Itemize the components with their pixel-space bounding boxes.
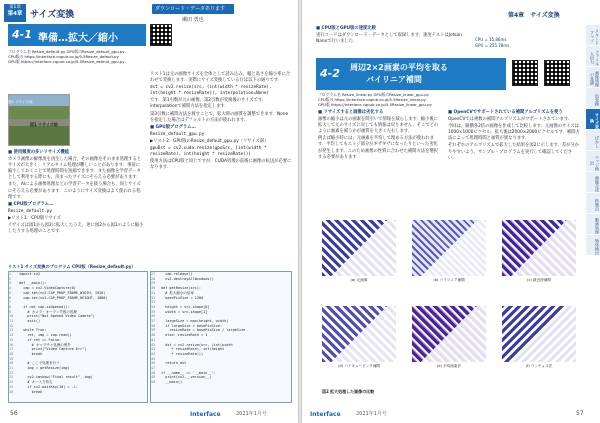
code-filename: Resize_default_gpu.py — [150, 131, 205, 137]
chapter-tab: 物体検出 — [586, 235, 600, 255]
issue-date: 2021年1月号 — [236, 411, 267, 417]
subheading: ■ リサイズすると画像は劣化する — [318, 110, 384, 115]
chapter-index-tabs — [586, 25, 600, 256]
section-title-line1: 周辺2×2画素の平均を取る — [350, 63, 448, 72]
line-number: 15 — [9, 337, 14, 342]
chapter-tab: 画像処理の基礎 — [586, 67, 600, 87]
stat-cpu: CPU = 15.86ms — [475, 37, 507, 42]
line-text: ret, img = cap.read() — [19, 333, 72, 338]
line-text: return dst — [161, 361, 187, 366]
section-urls — [318, 92, 508, 107]
line-text: if ret == False: — [19, 337, 62, 342]
paragraph: 使用方法はCPU版と同じですが，CUDA処理の前後に画像の転送が必要になります． — [150, 159, 292, 171]
url-line: プログラム名 Resize_linear.py GPU版のResize_linear_gpu.py — [318, 92, 429, 97]
line-number: 22 — [9, 370, 14, 375]
line-text: print("Video Capture Err") — [19, 347, 87, 352]
right-column-2 — [448, 110, 580, 163]
figure-c — [502, 220, 576, 284]
subheading: ■ CPU版とGPU版の速度比較 — [316, 26, 376, 31]
line-text: cv2.imshow("Final result", img) — [19, 375, 93, 380]
line-number: 21 — [9, 366, 14, 371]
download-badge: ダウンロード・データあります — [152, 4, 234, 14]
line-number: 32 — [151, 295, 156, 300]
paragraph: 第3引数に補間方法を渡すことで，拡大時の画質を調整できます．Noneを指定した場合はデフォルトの方法が使われます． — [150, 111, 289, 123]
line-text: cap.release() — [161, 272, 193, 276]
figure-image — [322, 220, 396, 276]
line-number: 2 — [9, 276, 12, 281]
figure-label: (d) バイキュービック補間 — [337, 364, 381, 368]
section-4-2-header — [316, 58, 506, 90]
section-title-line2: バイリニア補間 — [366, 75, 422, 84]
paragraph: です．第1引数が元の画像，第2引数が変換後のサイズです．interpolationで補間方法を指定します． — [150, 98, 267, 110]
line-number: 38 — [151, 323, 156, 328]
line-text: # 拡大縮小の倍率 — [161, 290, 194, 295]
paragraph: ▶リスト2：GPU版のResize_default_gpu.py（リサイズ部） — [150, 138, 269, 144]
line-number: 8 — [9, 304, 12, 309]
running-head-title: サイズ変換 — [530, 12, 560, 19]
code-filename: Resize_default.py — [8, 208, 52, 214]
section-urls — [8, 49, 148, 64]
line-number: 18 — [9, 351, 14, 356]
chapter-badge — [4, 4, 26, 22]
speed-stats — [475, 37, 509, 49]
line-text: img = getResize(img) — [19, 366, 70, 371]
line-number: 37 — [151, 319, 156, 324]
line-text: * resizeRate), int(height — [161, 347, 225, 352]
line-text: break — [19, 351, 43, 356]
figure-f — [502, 306, 576, 370]
chapter-title: サイズ変換 — [30, 10, 75, 20]
right-page — [302, 0, 600, 423]
chapter-tab: 動画処理 — [586, 214, 600, 234]
paragraph: 実行コードはダウンロード・データとして収録します．速度テストはJetson Nanoで行いました． — [316, 33, 462, 45]
brand-logo: Interface — [310, 411, 341, 418]
line-number: 10 — [9, 314, 14, 319]
line-number: 41 — [151, 337, 156, 342]
figure-label: (e) 平均画素法 — [436, 364, 462, 368]
figure-b — [412, 220, 486, 284]
chapter-badge-line2: 第4章 — [7, 11, 23, 17]
left-page — [0, 0, 298, 423]
page-number: 57 — [576, 410, 584, 417]
figure-a — [322, 220, 396, 284]
subheading: ■ OpenCVでサポートされている補間アルゴリズムを使う — [448, 110, 563, 115]
url-line: プログラム名 Resize_default.py GPU版のResize_default_gpu.py — [8, 49, 125, 54]
line-text: largeSize = max(height, width) — [161, 319, 229, 324]
line-number: 1 — [9, 272, 12, 276]
code-listing-right — [150, 271, 292, 403]
section-title: 準備…拡大／縮小 — [38, 33, 118, 44]
line-text: if cv2.waitKey(10) > -1: — [19, 384, 79, 389]
line-text: def __main(): — [19, 281, 47, 286]
figure-label: (c) 最近傍補間 — [527, 278, 551, 282]
line-number: 23 — [9, 375, 14, 380]
line-number: 35 — [151, 309, 156, 314]
line-number: 36 — [151, 314, 156, 319]
speed-compare-block — [316, 26, 472, 46]
line-text: cap.set(cv2.CAP_PROP_FRAME_WIDTH, 1920) — [19, 290, 106, 295]
chapter-tab: 色変換 — [586, 88, 600, 108]
paragraph: OpenCVでは複数の補間アルゴリズムがサポートされています． — [448, 117, 573, 123]
line-number: 11 — [9, 319, 14, 324]
line-number: 49 — [151, 375, 156, 380]
line-number: 26 — [9, 389, 14, 394]
line-number: 17 — [9, 347, 14, 352]
line-text: * resizeRate))) — [161, 351, 204, 356]
line-number: 24 — [9, 380, 14, 385]
subheading: ■ CPU版プログラム… — [8, 201, 54, 207]
line-text: # ここで処理を行う — [19, 361, 60, 366]
paragraph: カメラ画像の解像度を再生した場合，その画像をそのまま処理するとサイズが大きく，リアルタイム処理が難しいことがあります．事前に縮小しておくことで処理時間を短縮できます．また画像を学習データとして利用する際にも，決まったサイズにそろえる必要があります． — [8, 157, 142, 181]
line-number: 3 — [9, 281, 12, 286]
right-column-1 — [318, 110, 442, 162]
line-text: if largeSize > basePixSize: — [161, 323, 223, 328]
section-number: 4-1 — [12, 28, 32, 41]
line-number: 12 — [9, 323, 14, 328]
line-text: import cv2 — [19, 272, 41, 276]
issue-date: 2021年1月号 — [356, 411, 387, 417]
line-number: 43 — [151, 347, 156, 352]
section-4-1-header — [8, 24, 146, 46]
running-head-chapter: 第4章 — [508, 12, 525, 19]
code-line — [9, 390, 147, 395]
figure-1-caption: 図1 リサイズ前 — [30, 122, 58, 127]
paragraph: ▶リスト1：CPU版リサイズ — [8, 215, 61, 221]
line-text: while True: — [19, 328, 47, 333]
line-text: # キー入力待ち — [19, 380, 53, 385]
chapter-tab: ぼかし — [586, 130, 600, 150]
line-number: 39 — [151, 328, 156, 333]
line-number: 31 — [151, 290, 156, 295]
line-number: 25 — [9, 384, 14, 389]
line-number: 48 — [151, 370, 156, 375]
figure-e — [412, 306, 486, 370]
line-number: 44 — [151, 351, 156, 356]
figure-label: (a) 元画像 — [350, 278, 368, 282]
chapter-badge-line1: 第1章 — [9, 5, 21, 10]
stat-gpu: GPU = 255.78ms — [475, 43, 510, 48]
paragraph: リサイズは図1から図2に拡大したうえ，逆に図2から図1のように縮小したりする処理のことです． — [8, 223, 144, 235]
subheading: ■ GPU版プログラム… — [150, 124, 196, 130]
line-text: if not cap.isOpened(): — [19, 304, 70, 309]
line-number: 28 — [151, 276, 156, 281]
figure-image — [502, 220, 576, 276]
line-text: else: resizeRate = 1 — [161, 333, 208, 338]
url-line: CPU版の https://interface.cqpub.co.jp/5.5Resize_default.py — [8, 54, 119, 59]
line-text: cap = cv2.VideoCapture(0) — [19, 286, 76, 291]
line-text: if __name__ == '__main__': — [161, 370, 216, 375]
line-number: 47 — [151, 366, 156, 371]
line-text: basePixSize = 1280 — [161, 295, 204, 300]
figure-d — [322, 306, 396, 370]
line-text: height = src.shape[0] — [161, 304, 210, 309]
line-text: print(cv2.__version__) — [161, 375, 212, 380]
line-number: 4 — [9, 286, 12, 291]
figure-2-grid — [322, 220, 580, 390]
line-text: width = src.shape[1] — [161, 309, 208, 314]
chapter-tab: 特徴点 — [586, 193, 600, 213]
line-text: cv2.destroyAllWindows() — [161, 276, 214, 281]
code-listing-left — [8, 271, 148, 403]
line-text: print("Not Opened Video Camera") — [19, 314, 95, 319]
qr-code-icon — [150, 24, 172, 46]
line-number: 14 — [9, 333, 14, 338]
line-number: 42 — [151, 342, 156, 347]
author-name: 瀬田 勇也 — [182, 17, 204, 23]
chapter-tab: 画像合成 — [586, 172, 600, 192]
qr-code-icon — [512, 60, 538, 86]
line-number: 40 — [151, 333, 156, 338]
line-text: # キャプチャ処理の例外 — [19, 342, 71, 347]
line-number: 27 — [151, 272, 156, 276]
paragraph: また，AIによる画像処理などの学習データを扱う場合も，同じサイズにそろえる必要があります．このようにサイズ変換はよく使われる処理です． — [8, 182, 141, 200]
url-line: CPU版の https://interface.cqpub.co.jp/5.5Resize_linear.py — [318, 97, 426, 102]
url-line: GPU版 https://interface.cqpub.co.jp/5.5Resize_linear_gpu.py — [318, 102, 432, 107]
paragraph: 画像の縮小は元の画素を間引いて情報を減らします．縮小後に拡大して元のサイズに戻しても情報は戻りません．そこでどのように画素を補うかが画質を大きく左右します． — [318, 117, 439, 135]
line-number: 9 — [9, 309, 12, 314]
chapter-tab: ファイル入出力 — [586, 46, 600, 66]
line-number: 50 — [151, 380, 156, 385]
line-text: break — [19, 389, 43, 394]
left-column-2 — [150, 72, 292, 172]
line-number: 5 — [9, 290, 12, 295]
line-number: 13 — [9, 328, 14, 333]
line-text: __main() — [161, 380, 183, 385]
line-text: exit() — [19, 319, 41, 324]
figure-image — [322, 306, 396, 362]
running-head — [508, 10, 560, 19]
listing-title: リスト1 サイズ変換のプログラム CPU版（Resize_default.py） — [8, 264, 136, 269]
line-number: 19 — [9, 356, 14, 361]
paragraph: 例えば縮小時には，元画素を平均して埋める方法が使われます．平均してもエッジ部分がギザギザになったりといった劣化が発生します．このため画像の性質に合わせた補間方法を選択する必要があります． — [318, 136, 438, 160]
subheading: ■ 使用頻度の多いリサイズ機能 — [8, 150, 69, 155]
line-number: 20 — [9, 361, 14, 366]
line-text: cap.set(cv2.CAP_PROP_FRAME_HEIGHT, 1080) — [19, 295, 108, 300]
line-number: 45 — [151, 356, 156, 361]
line-number: 6 — [9, 295, 12, 300]
line-number: 34 — [151, 304, 156, 309]
url-line: GPU版 https://interface.cqpub.co.jp/5.5Resize_default_gpu.py — [8, 59, 125, 64]
line-text: resizeRate = basePixSize / largeSize — [161, 328, 246, 333]
line-text: def getResize(src): — [161, 286, 202, 291]
figure-label: (f) ランチョス法 — [525, 364, 553, 368]
chapter-tab: サイズ変換 — [586, 109, 600, 129]
figure-image — [502, 306, 576, 362]
left-column-1 — [8, 150, 144, 236]
line-number: 33 — [151, 300, 156, 305]
figure-image — [412, 306, 486, 362]
line-text: dst = cv2.resize(src, (int(width — [161, 342, 233, 347]
qr-code-icon — [544, 60, 570, 86]
line-text: # カメラ・オープン失敗の処理 — [19, 309, 77, 314]
line-number: 29 — [151, 281, 156, 286]
chapter-tab: スタートアップ — [586, 25, 600, 45]
paragraph: それぞれのアルゴリズムで拡大した結果を図2に示します．差が分かりやすいよう，サンプル・プログラムを実行して確認してください． — [448, 143, 580, 161]
paragraph: 今回は，縦横各2倍の画像を作成して比較します．元画像のサイズは1000×1000ピクセル，拡大後は2000×2000ピクセルです．補間方法によって処理時間と画質が異なります． — [448, 124, 580, 142]
line-number: 7 — [9, 300, 12, 305]
paragraph: リスト1は元の画像サイズを全体として読み込み，幅と高さを縮小率に合わせて変換します．実際にサイズ変換している行は以下の通りです． — [150, 72, 291, 84]
code-line — [151, 380, 291, 385]
code-snippet: dst = cv2.resize(src, (int(width * resizeRate), int(height * resizeRate)), interpolation=None) — [150, 85, 272, 97]
figure-label: (b) バイリニア補間 — [433, 278, 465, 282]
brand-logo: Interface — [190, 411, 221, 418]
figure-2-caption: 図2 拡大処理した画像の比較 — [322, 389, 375, 394]
chapter-tab: エッジ検出 — [586, 151, 600, 171]
section-number: 4-2 — [320, 67, 340, 80]
code-snippet: gpuDst = cv2.cuda.resize(gpuSrc, (int(width * resizeRate), int(height * resizeRate))) — [150, 146, 267, 158]
page-number: 56 — [10, 410, 18, 417]
photo-label: 図1 リサイズ前 — [8, 100, 33, 104]
figure-image — [412, 220, 486, 276]
line-number: 30 — [151, 286, 156, 291]
line-number: 46 — [151, 361, 156, 366]
line-number: 16 — [9, 342, 14, 347]
